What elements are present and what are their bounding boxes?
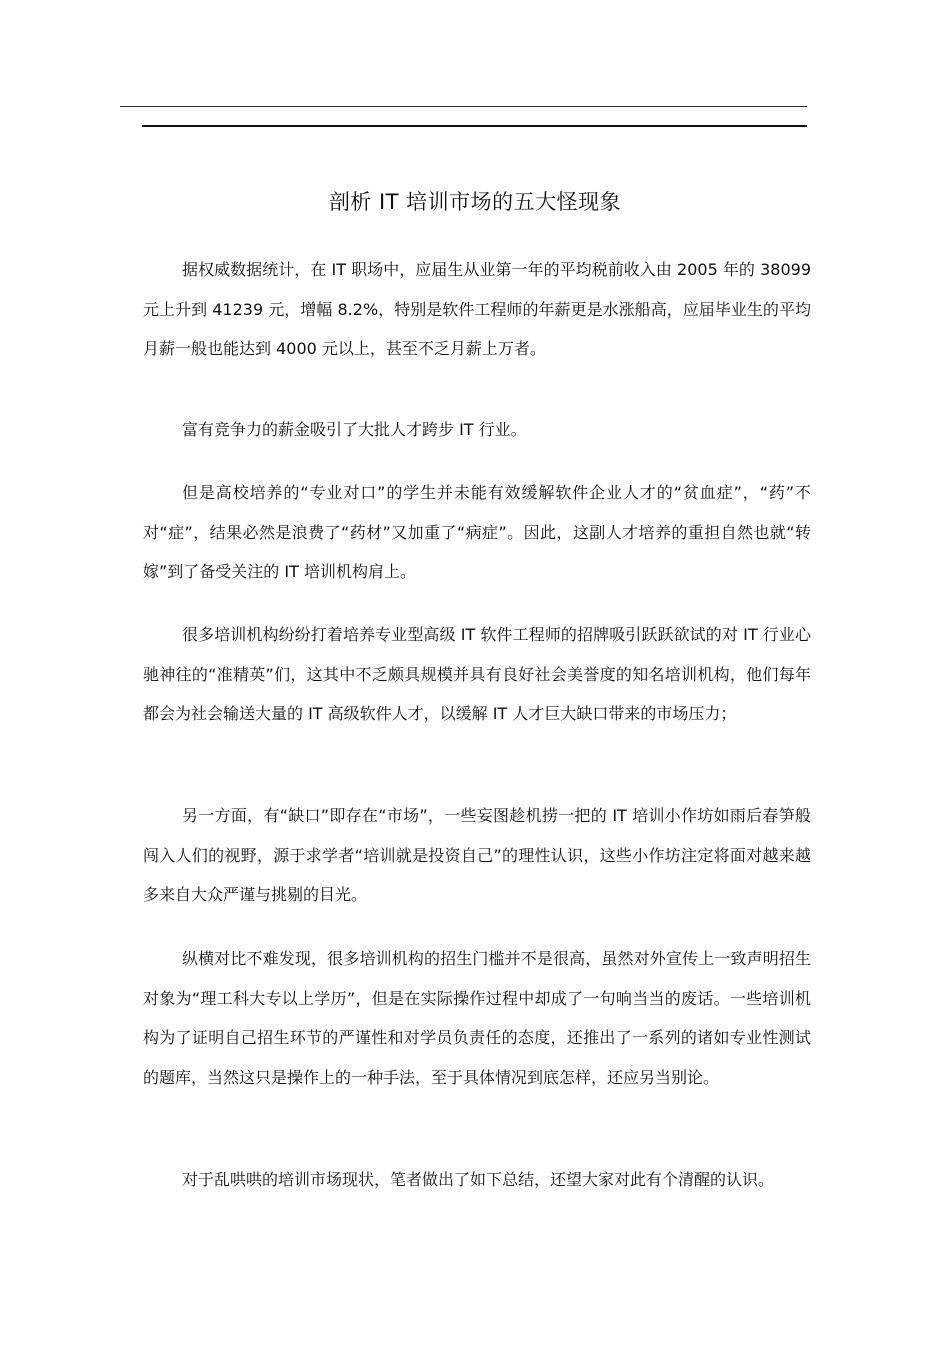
paragraph-small-workshops: 另一方面，有“缺口”即存在“市场”，一些妄图趁机捞一把的 IT 培训小作坊如雨后春笋般闯入人们的视野，源于求学者“培训就是投资自己”的理性认识，这些小作坊注定将面对越来越多来自大众严谨与挑剔的目光。 (143, 806, 811, 904)
paragraph-salary-statistics: 据权威数据统计，在 IT 职场中，应届生从业第一年的平均税前收入由 2005 年的 38099 元上升到 41239 元，增幅 8.2%，特别是软件工程师的年薪更是水涨船高，应届毕业生的平均月薪一般也能达到 4000 元以上，甚至不乏月薪上万者。 (143, 260, 811, 358)
header-rule-thin (120, 106, 807, 107)
page-title: 剖析 IT 培训市场的五大怪现象 (328, 190, 622, 214)
paragraph-talent-shortage: 但是高校培养的“专业对口”的学生并未能有效缓解软件企业人才的“贫血症”，“药”不对“症”，结果必然是浪费了“药材”又加重了“病症”。因此，这副人才培养的重担自然也就“转嫁”到了备受关注的 IT 培训机构肩上。 (143, 483, 811, 581)
paragraph-admission-threshold: 纵横对比不难发现，很多培训机构的招生门槛并不是很高，虽然对外宣传上一致声明招生对象为“理工科大专以上学历”，但是在实际操作过程中却成了一句响当当的废话。一些培训机构为了证明自己招生环节的严谨性和对学员负责任的态度，还推出了一系列的诸如专业性测试的题库，当然这只是操作上的一种手法，至于具体情况到底怎样，还应另当别论。 (143, 949, 811, 1087)
header-rule-thick (142, 125, 807, 127)
paragraph-training-institutions: 很多培训机构纷纷打着培养专业型高级 IT 软件工程师的招牌吸引跃跃欲试的对 IT 行业心驰神往的“准精英”们，这其中不乏颇具规模并具有良好社会美誉度的知名培训机构，他们每年都会为社会输送大量的 IT 高级软件人才，以缓解 IT 人才巨大缺口带来的市场压力； (143, 625, 811, 723)
paragraph-summary-intro: 对于乱哄哄的培训市场现状，笔者做出了如下总结，还望大家对此有个清醒的认识。 (182, 1170, 775, 1189)
paragraph-talent-attraction: 富有竞争力的薪金吸引了大批人才跨步 IT 行业。 (182, 420, 527, 439)
